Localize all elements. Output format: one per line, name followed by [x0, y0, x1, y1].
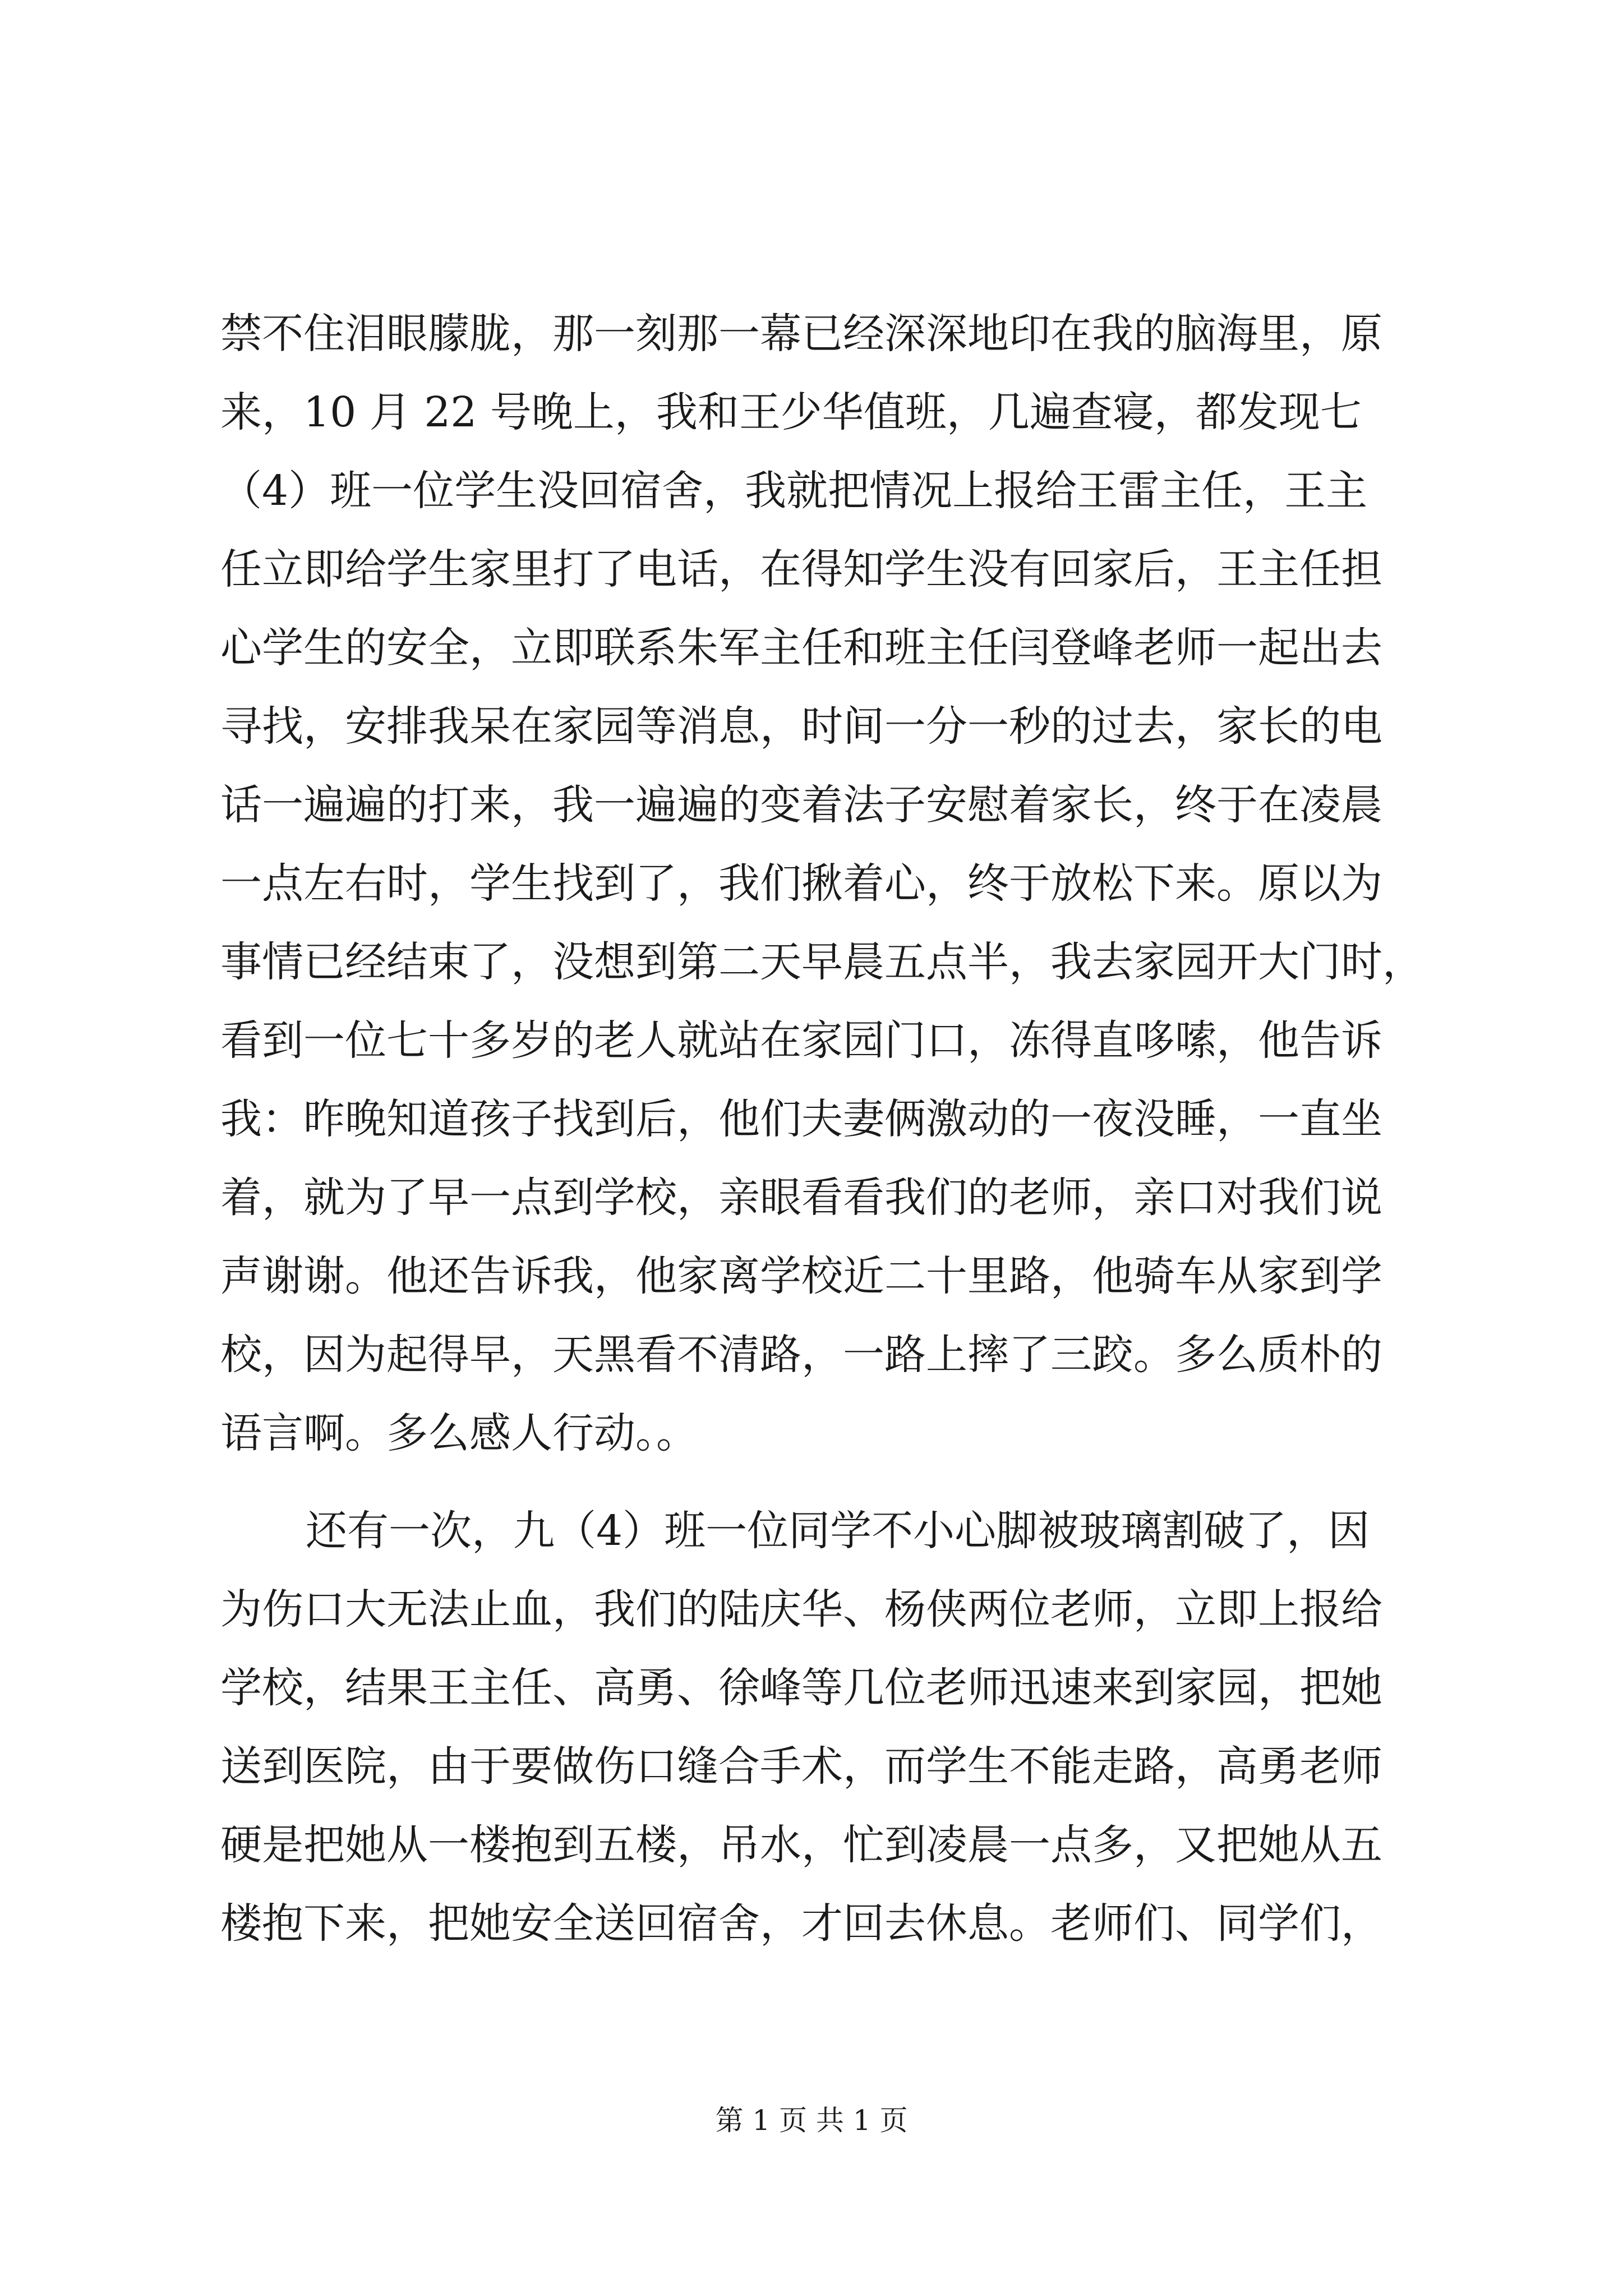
text-line: 事情已经结束了，没想到第二天早晨五点半，我去家园开大门时， [220, 938, 1424, 986]
page-footer: 第 1 页 共 1 页 [715, 2104, 908, 2137]
text-line: 为伤口大无法止血，我们的陆庆华、杨侠两位老师，立即上报给 [220, 1585, 1382, 1634]
paragraph-1 [220, 295, 1426, 1473]
text-line: 寻找，安排我呆在家园等消息，时间一分一秒的过去，家长的电 [220, 702, 1382, 751]
paragraph-2 [220, 1492, 1426, 1963]
text-line: 还有一次，九（4）班一位同学不小心脚被玻璃割破了，因 [306, 1507, 1370, 1555]
text-line: 禁不住泪眼朦胧，那一刻那一幕已经深深地印在我的脑海里，原 [220, 310, 1382, 358]
text-line: 话一遍遍的打来，我一遍遍的变着法子安慰着家长，终于在凌晨 [220, 781, 1382, 829]
text-line: 语言啊。多么感人行动。。 [220, 1409, 698, 1457]
text-line: 送到医院，由于要做伤口缝合手术，而学生不能走路，高勇老师 [220, 1742, 1382, 1791]
text-line: 看到一位七十多岁的老人就站在家园门口，冻得直哆嗦，他告诉 [220, 1016, 1382, 1065]
document-body [220, 295, 1426, 1963]
text-line: 校，因为起得早，天黑看不清路，一路上摔了三跤。多么质朴的 [220, 1331, 1382, 1379]
text-line: 声谢谢。他还告诉我，他家离学校近二十里路，他骑车从家到学 [220, 1252, 1382, 1300]
text-line: 任立即给学生家里打了电话，在得知学生没有回家后，王主任担 [220, 545, 1382, 593]
text-line: 来，10 月 22 号晚上，我和王少华值班，几遍查寝，都发现七 [220, 388, 1362, 436]
text-line: 着，就为了早一点到学校，亲眼看看我们的老师，亲口对我们说 [220, 1174, 1382, 1222]
text-line: 硬是把她从一楼抱到五楼，吊水，忙到凌晨一点多，又把她从五 [220, 1821, 1382, 1869]
text-line: 我：昨晚知道孩子找到后，他们夫妻俩激动的一夜没睡，一直坐 [220, 1095, 1382, 1143]
text-line: 学校，结果王主任、高勇、徐峰等几位老师迅速来到家园，把她 [220, 1664, 1382, 1712]
text-line: 一点左右时，学生找到了，我们揪着心，终于放松下来。原以为 [220, 859, 1382, 908]
text-line: （4）班一位学生没回宿舍，我就把情况上报给王雷主任，王主 [220, 467, 1368, 515]
text-line: 楼抱下来，把她安全送回宿舍，才回去休息。老师们、同学们， [220, 1899, 1382, 1948]
text-line: 心学生的安全，立即联系朱军主任和班主任闫登峰老师一起出去 [220, 624, 1382, 672]
